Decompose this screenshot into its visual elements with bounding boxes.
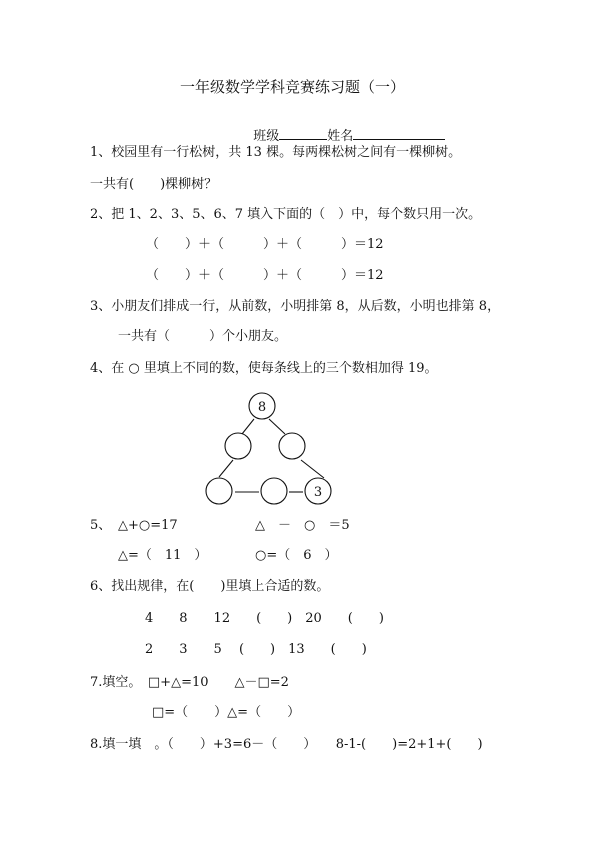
q2-row2: （ ）＋（ ）＋（ ）＝12: [146, 268, 384, 283]
q2-row1: （ ）＋（ ）＋（ ）＝12: [146, 237, 384, 252]
circle-right-middle[interactable]: [279, 433, 305, 459]
name-blank[interactable]: [353, 127, 445, 140]
circle-top-value: 8: [257, 400, 267, 415]
q5-equation2: △ － ○ ＝5: [255, 518, 350, 533]
q6-row2: 2 3 5 ( ) 13 ( ): [145, 642, 367, 657]
q4-line1: 4、在 ○ 里填上不同的数，使每条线上的三个数相加得 19。: [90, 361, 438, 376]
q5-answer2: ○=（ 6 ）: [255, 548, 338, 563]
class-blank[interactable]: [279, 127, 327, 140]
circle-bottom-left[interactable]: [206, 478, 232, 504]
circle-left-middle[interactable]: [225, 433, 251, 459]
q8-line1: 8.填一填 。（ ）+3=6－（ ） 8-1-( )=2+1+( ): [90, 737, 483, 752]
q5-number: 5、: [90, 518, 112, 533]
q6-row1: 4 8 12 ( ) 20 ( ): [145, 611, 384, 626]
q2-line1: 2、把 1、2、3、5、6、7 填入下面的（ ）中，每个数只用一次。: [90, 207, 482, 222]
page-title: 一年级数学学科竞赛练习题（一）: [180, 78, 406, 96]
q6-line1: 6、找出规律，在( )里填上合适的数。: [90, 579, 330, 594]
q7-line1: 7.填空。 □+△=10 △－□=2: [90, 675, 289, 690]
triangle-diagram: [200, 390, 340, 510]
q5-equation1: △+○=17: [118, 518, 178, 533]
q3-line2: 一共有（ ）个小朋友。: [118, 329, 288, 344]
q7-line2: □=（ ）△=（ ）: [152, 705, 301, 720]
circle-bottom-right-value: 3: [313, 485, 323, 500]
q1-line2: 一共有( )棵柳树？: [90, 177, 218, 192]
q5-answer1: △=（ 11 ）: [118, 548, 208, 563]
class-name-line: [245, 111, 445, 145]
circle-bottom-middle[interactable]: [261, 478, 287, 504]
name-label: 姓名: [327, 129, 354, 144]
q3-line1: 3、小朋友们排成一行，从前数，小明排第 8，从后数，小明也排第 8，: [90, 299, 501, 314]
q1-line1: 1、校园里有一行松树，共 13 棵。每两棵松树之间有一棵柳树。: [90, 145, 462, 160]
class-label: 班级: [253, 129, 280, 144]
